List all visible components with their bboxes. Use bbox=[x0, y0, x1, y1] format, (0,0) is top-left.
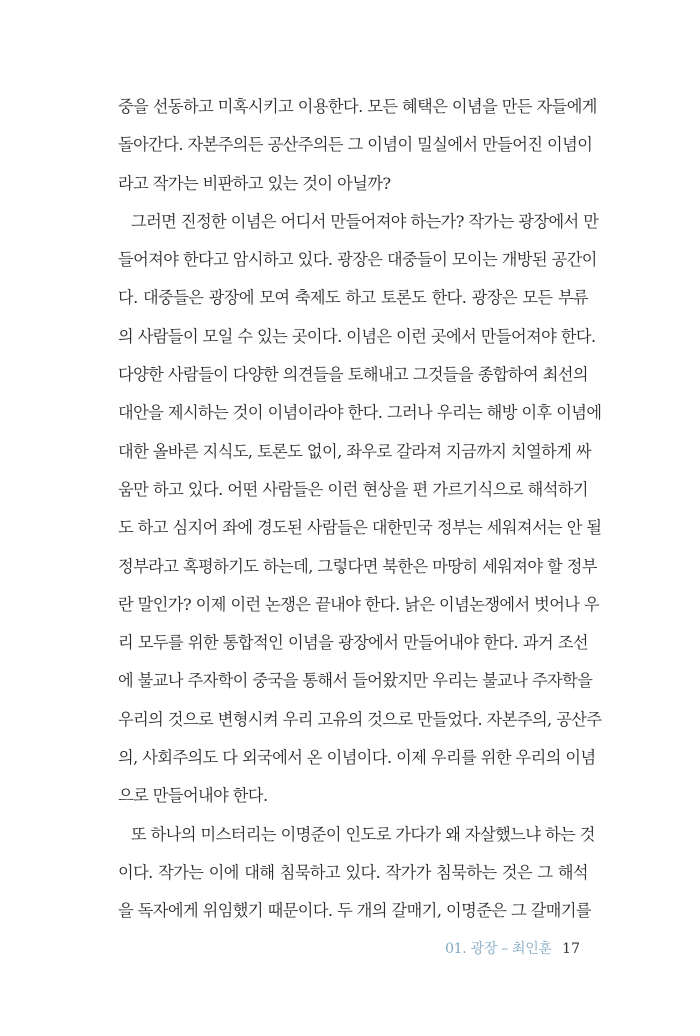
text-line: 정부라고 혹평하기도 하는데, 그렇다면 북한은 마땅히 세워져야 할 정부 bbox=[118, 556, 597, 576]
text-line: 으로 만들어내야 한다. bbox=[118, 786, 268, 806]
text-line: 대안을 제시하는 것이 이념이라야 한다. 그러나 우리는 해방 이후 이념에 bbox=[118, 403, 602, 423]
text-line: 란 말인가? 이제 이런 논쟁은 끝내야 한다. 낡은 이념논쟁에서 벗어나 우 bbox=[118, 594, 600, 614]
text-line: 우리의 것으로 변형시켜 우리 고유의 것으로 만들었다. 자본주의, 공산주 bbox=[118, 709, 602, 729]
text-line: 또 하나의 미스터리는 이명준이 인도로 가다가 왜 자살했느냐 하는 것 bbox=[131, 824, 595, 844]
text-line: 의 사람들이 모일 수 있는 곳이다. 이념은 이런 곳에서 만들어져야 한다. bbox=[118, 326, 596, 346]
text-line: 도 하고 심지어 좌에 경도된 사람들은 대한민국 정부는 세워져서는 안 될 bbox=[118, 518, 602, 538]
text-line: 움만 하고 있다. 어떤 사람들은 이런 현상을 편 가르기식으로 해석하기 bbox=[118, 479, 588, 499]
text-line: 들어져야 한다고 암시하고 있다. 광장은 대중들이 모이는 개방된 공간이 bbox=[118, 250, 597, 270]
text-line: 중을 선동하고 미혹시키고 이용한다. 모든 혜택은 이념을 만든 자들에게 bbox=[118, 97, 597, 116]
text-line: 라고 작가는 비판하고 있는 것이 아닐까? bbox=[118, 173, 391, 193]
text-line: 다양한 사람들이 다양한 의견들을 토해내고 그것들을 종합하여 최선의 bbox=[118, 365, 588, 385]
page-body-text bbox=[118, 88, 602, 931]
text-line: 리 모두를 위한 통합적인 이념을 광장에서 만들어내야 한다. 과거 조선 bbox=[118, 633, 588, 653]
text-line: 돌아간다. 자본주의든 공산주의든 그 이념이 밀실에서 만들어진 이념이 bbox=[118, 135, 593, 155]
page-footer bbox=[445, 938, 580, 958]
text-line: 이다. 작가는 이에 대해 침묵하고 있다. 작가가 침묵하는 것은 그 해석 bbox=[118, 862, 588, 882]
text-line: 에 불교나 주자학이 중국을 통해서 들어왔지만 우리는 불교나 주자학을 bbox=[118, 671, 593, 691]
text-line: 을 독자에게 위임했기 때문이다. 두 개의 갈매기, 이명준은 그 갈매기를 bbox=[118, 901, 591, 921]
running-header: 01. 광장 – 최인훈 bbox=[445, 941, 552, 957]
text-line: 대한 올바른 지식도, 토론도 없이, 좌우로 갈라져 지금까지 치열하게 싸 bbox=[118, 441, 591, 461]
text-line: 그러면 진정한 이념은 어디서 만들어져야 하는가? 작가는 광장에서 만 bbox=[131, 211, 599, 231]
text-line: 다. 대중들은 광장에 모여 축제도 하고 토론도 한다. 광장은 모든 부류 bbox=[118, 288, 588, 308]
page-number: 17 bbox=[562, 941, 580, 957]
text-line: 의, 사회주의도 다 외국에서 온 이념이다. 이제 우리를 위한 우리의 이념 bbox=[118, 748, 596, 768]
